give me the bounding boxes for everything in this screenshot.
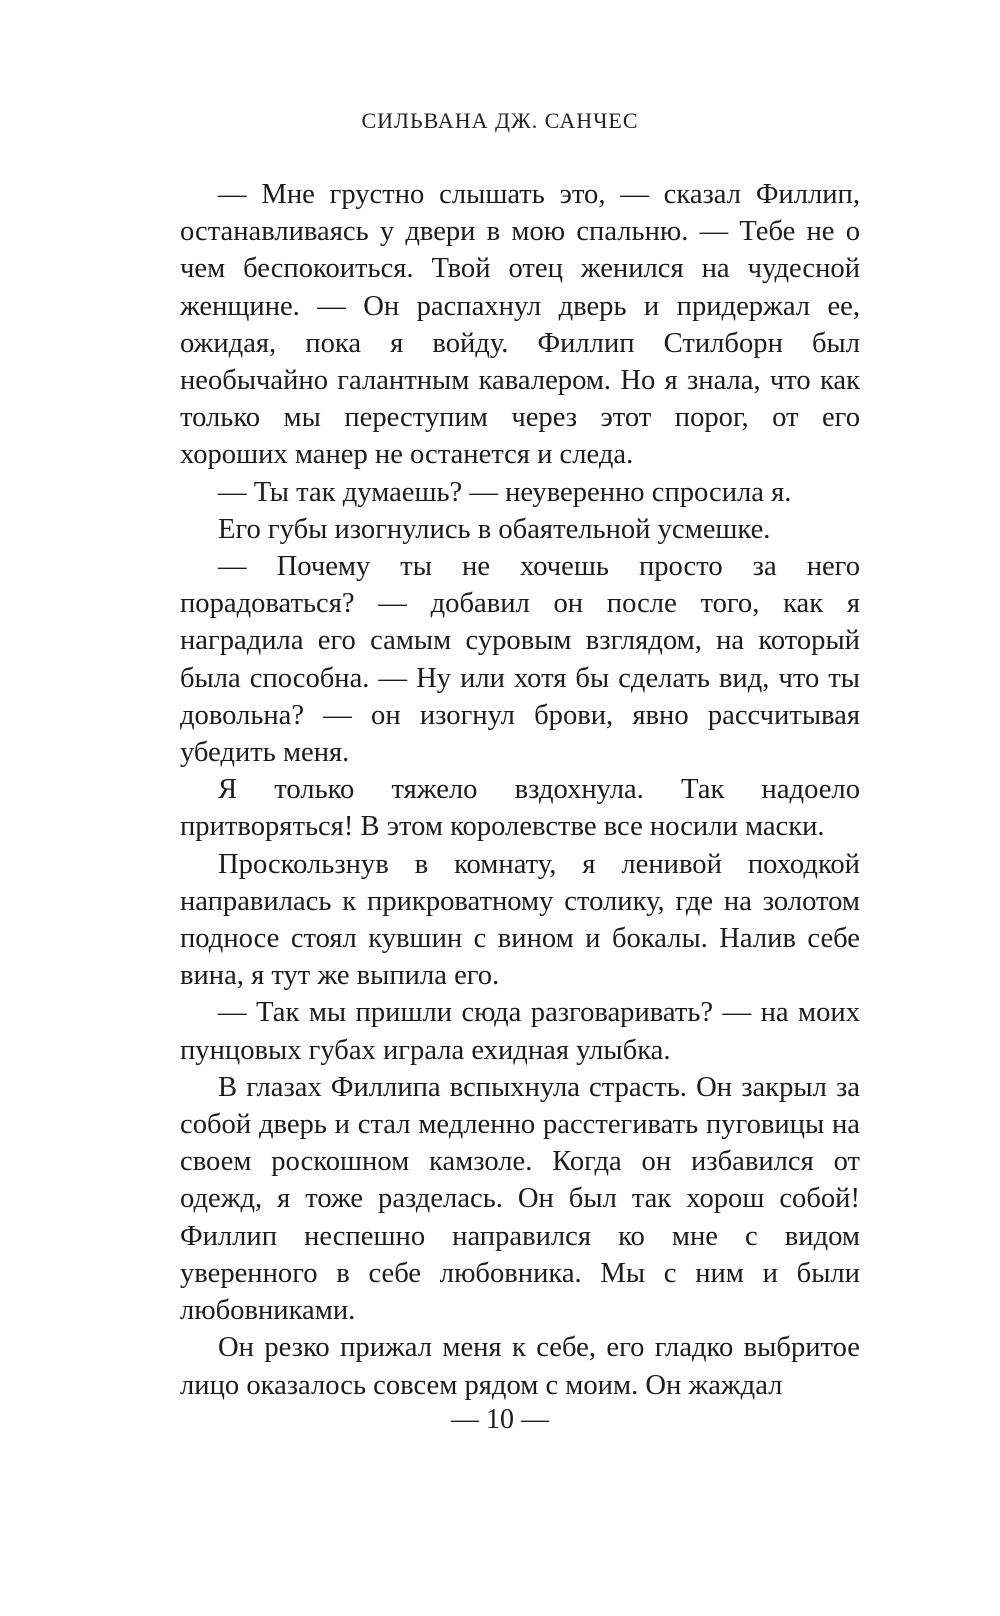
- running-head-author: СИЛЬВАНА ДЖ. САНЧЕС: [361, 108, 639, 133]
- paragraph: Он резко прижал меня к себе, его гладко выбритое лицо оказалось совсем рядом с моим. Он жаждал: [180, 1332, 860, 1401]
- paragraph: Я только тяжело вздохнула. Так надоело притворяться! В этом королевстве все носили маски.: [180, 774, 860, 843]
- paragraph: Проскользнув в комнату, я ленивой походкой направилась к прикроватному столику, где на золотом подносе стоял кувшин с вином и бокалы. Налив себе вина, я тут же выпила его.: [180, 848, 860, 992]
- page-number: — 10 —: [451, 1404, 549, 1435]
- paragraph: — Ты так думаешь? — неуверенно спросила я.: [218, 476, 792, 508]
- paragraph: — Так мы пришли сюда разговаривать? — на моих пунцовых губах играла ехидная улыбка.: [180, 997, 860, 1066]
- paragraph: — Мне грустно слышать это, — сказал Филлип, останавливаясь у двери в мою спальню. — Тебе не о чем беспокоиться. Твой отец женился на чудесной женщине. — Он распахнул дверь и придержал ее, ожидая, пока я войду. Филлип Стилборн был необычайно галантным кавалером. Но я знала, что как только мы переступим через этот порог, от его хороших манер не останется и следа.: [180, 179, 860, 471]
- paragraph: — Почему ты не хочешь просто за него порадоваться? — добавил он после того, как я наградила его самым суровым взглядом, на который была способна. — Ну или хотя бы сделать вид, что ты довольна? — он изогнул брови, явно рассчитывая убедить меня.: [180, 551, 860, 769]
- body-text: [180, 176, 860, 1404]
- paragraph: В глазах Филлипа вспыхнула страсть. Он закрыл за собой дверь и стал медленно расстегивать пуговицы на своем роскошном камзоле. Когда он избавился от одежд, я тоже разделась. Он был так хорош собой! Филлип неспешно направился ко мне с видом уверенного в себе любовника. Мы с ним и были любовниками.: [180, 1071, 860, 1327]
- paragraph: Его губы изогнулись в обаятельной усмешке.: [218, 513, 771, 545]
